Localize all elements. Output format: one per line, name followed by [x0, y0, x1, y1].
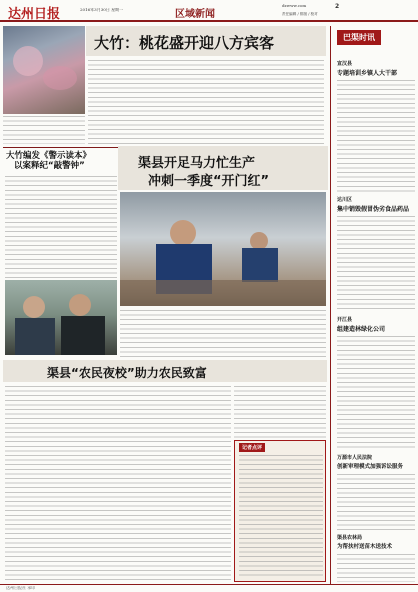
factory-photo	[120, 192, 326, 306]
issue-date: 2016年3月30日 星期一	[80, 8, 124, 12]
sidebar-item-place: 宣汉县	[337, 61, 353, 67]
editor-credits: 责任编辑 / 排版 / 校对	[282, 12, 318, 16]
bottom-headline-band	[3, 360, 327, 382]
bottom-story-body	[5, 386, 231, 582]
sidebar-item-title: 专题培训乡镇人大干部	[337, 70, 398, 77]
commentary-label: 记者点评	[239, 443, 265, 452]
sidebar-item-place: 开江县	[337, 317, 353, 323]
bottom-right-body	[234, 386, 326, 438]
sidebar-item-place: 达川区	[337, 197, 353, 203]
left-story-title-line1: 大竹编发《警示读本》	[6, 151, 92, 161]
sidebar-item-title: 集中销毁假冒伪劣食品药品	[337, 206, 410, 213]
sidebar-item-place: 万源市人民法院	[337, 455, 373, 461]
sidebar-item-body	[337, 80, 415, 192]
sidebar-item-title: 组建造林绿化公司	[337, 326, 386, 333]
newspaper-logo: 达州日报	[8, 7, 61, 22]
left-story-body	[5, 176, 117, 278]
page-number: 2	[335, 3, 340, 10]
left-story-title-line2: 以案释纪“敲警钟”	[14, 161, 85, 171]
reading-photo	[5, 280, 117, 355]
commentary-body	[239, 455, 323, 579]
sidebar-item-title: 为帮扶村送苗木送技术	[337, 544, 393, 550]
sidebar-tag: 巴渠时讯	[337, 30, 381, 45]
main-headline-line2: 冲刺一季度“开门红”	[148, 174, 270, 189]
bottom-headline: 渠县“农民夜校”助力农民致富	[47, 366, 207, 380]
lead-body	[88, 60, 324, 144]
main-headline-band	[118, 146, 328, 190]
sidebar-item-body	[337, 216, 415, 312]
section-label: 区域新闻	[175, 9, 215, 20]
peach-blossom-photo	[3, 26, 85, 114]
divider	[3, 147, 118, 148]
sidebar	[330, 26, 416, 584]
sidebar-item-body	[337, 554, 415, 582]
footer-text: 达州日报社 承印	[6, 586, 36, 590]
commentary-box	[234, 440, 326, 582]
main-story-body	[120, 310, 326, 358]
footer	[0, 584, 418, 592]
left-story-title	[6, 151, 118, 171]
sidebar-item-place: 渠县农林局	[337, 535, 363, 541]
sidebar-item-body	[337, 474, 415, 530]
sidebar-item-body	[337, 336, 415, 448]
lead-headline-band	[86, 26, 326, 56]
site-address: dzwww.com	[282, 4, 307, 8]
masthead	[0, 0, 418, 22]
lead-headline: 大竹：桃花盛开迎八方宾客	[94, 34, 275, 52]
main-headline-line1: 渠县开足马力忙生产	[138, 156, 256, 171]
lead-photo-caption	[3, 116, 85, 144]
sidebar-item-title: 创新审理模式加强诉讼服务	[337, 464, 404, 470]
